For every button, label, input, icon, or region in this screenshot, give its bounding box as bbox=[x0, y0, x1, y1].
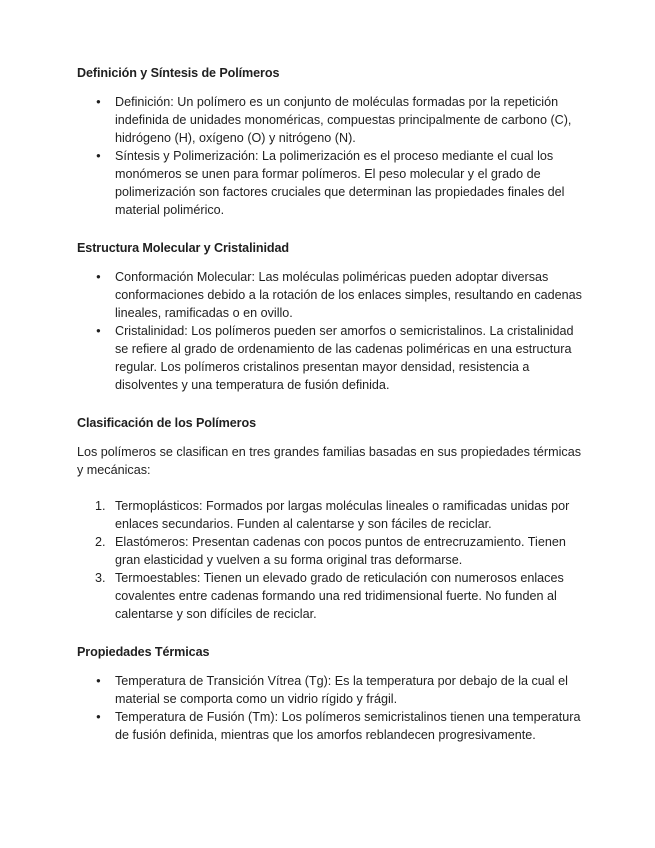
list-number: 2. bbox=[95, 535, 106, 549]
list-item: ● Definición: Un polímero es un conjunto de moléculas formadas por la repetición indefinida de unidades monoméricas, compuestas principalmente de carbono (C), hidrógeno (H), oxígeno (O) y nitrógeno (N). bbox=[77, 93, 582, 147]
list-number: 1. bbox=[95, 499, 106, 513]
bullet-list bbox=[77, 93, 582, 219]
list-item-text: Termoplásticos: Formados por largas moléculas lineales o ramificadas unidas por enlaces secundarios. Funden al calentarse y son fáciles de reciclar. bbox=[115, 499, 570, 531]
section-definicion-sintesis bbox=[77, 64, 582, 219]
bullet-list bbox=[77, 268, 582, 394]
list-item-text: Elastómeros: Presentan cadenas con pocos puntos de entrecruzamiento. Tienen gran elasticidad y vuelven a su forma original tras deformarse. bbox=[115, 535, 566, 567]
section-heading: Propiedades Térmicas bbox=[77, 645, 210, 659]
list-item: ● Temperatura de Transición Vítrea (Tg): Es la temperatura por debajo de la cual el material se comporta como un vidrio rígido y frágil. bbox=[77, 672, 582, 708]
list-item: ● Temperatura de Fusión (Tm): Los polímeros semicristalinos tienen una temperatura de fusión definida, mientras que los amorfos reblandecen progresivamente. bbox=[77, 708, 582, 744]
section-heading: Clasificación de los Polímeros bbox=[77, 416, 256, 430]
list-item bbox=[77, 533, 582, 569]
document-page bbox=[77, 64, 582, 764]
section-estructura-molecular bbox=[77, 239, 582, 394]
bullet-list bbox=[77, 672, 582, 744]
list-item: ● Conformación Molecular: Las moléculas poliméricas pueden adoptar diversas conformaciones debido a la rotación de los enlaces simples, resultando en cadenas lineales, ramificadas o en ovillo. bbox=[77, 268, 582, 322]
section-heading: Definición y Síntesis de Polímeros bbox=[77, 66, 280, 80]
list-item-text: Termoestables: Tienen un elevado grado de reticulación con numerosos enlaces covalentes entre cadenas formando una red tridimensional fuerte. No funden al calentarse y son difíciles de reciclar. bbox=[115, 571, 564, 621]
section-propiedades-termicas bbox=[77, 643, 582, 744]
section-heading: Estructura Molecular y Cristalinidad bbox=[77, 241, 289, 255]
section-clasificacion bbox=[77, 414, 582, 623]
list-number: 3. bbox=[95, 571, 106, 585]
list-item: ● Síntesis y Polimerización: La polimerización es el proceso mediante el cual los monómeros se unen para formar polímeros. El peso molecular y el grado de polimerización son factores cruciales que determinan las propiedades finales del material polimérico. bbox=[77, 147, 582, 219]
list-item: ● Cristalinidad: Los polímeros pueden ser amorfos o semicristalinos. La cristalinidad se refiere al grado de ordenamiento de las cadenas poliméricas en una estructura regular. Los polímeros cristalinos presentan mayor densidad, resistencia a disolventes y una temperatura de fusión definida. bbox=[77, 322, 582, 394]
numbered-list bbox=[77, 497, 582, 623]
list-item bbox=[77, 497, 582, 533]
paragraph: Los polímeros se clasifican en tres grandes familias basadas en sus propiedades térmicas y mecánicas: bbox=[77, 445, 582, 477]
list-item bbox=[77, 569, 582, 623]
